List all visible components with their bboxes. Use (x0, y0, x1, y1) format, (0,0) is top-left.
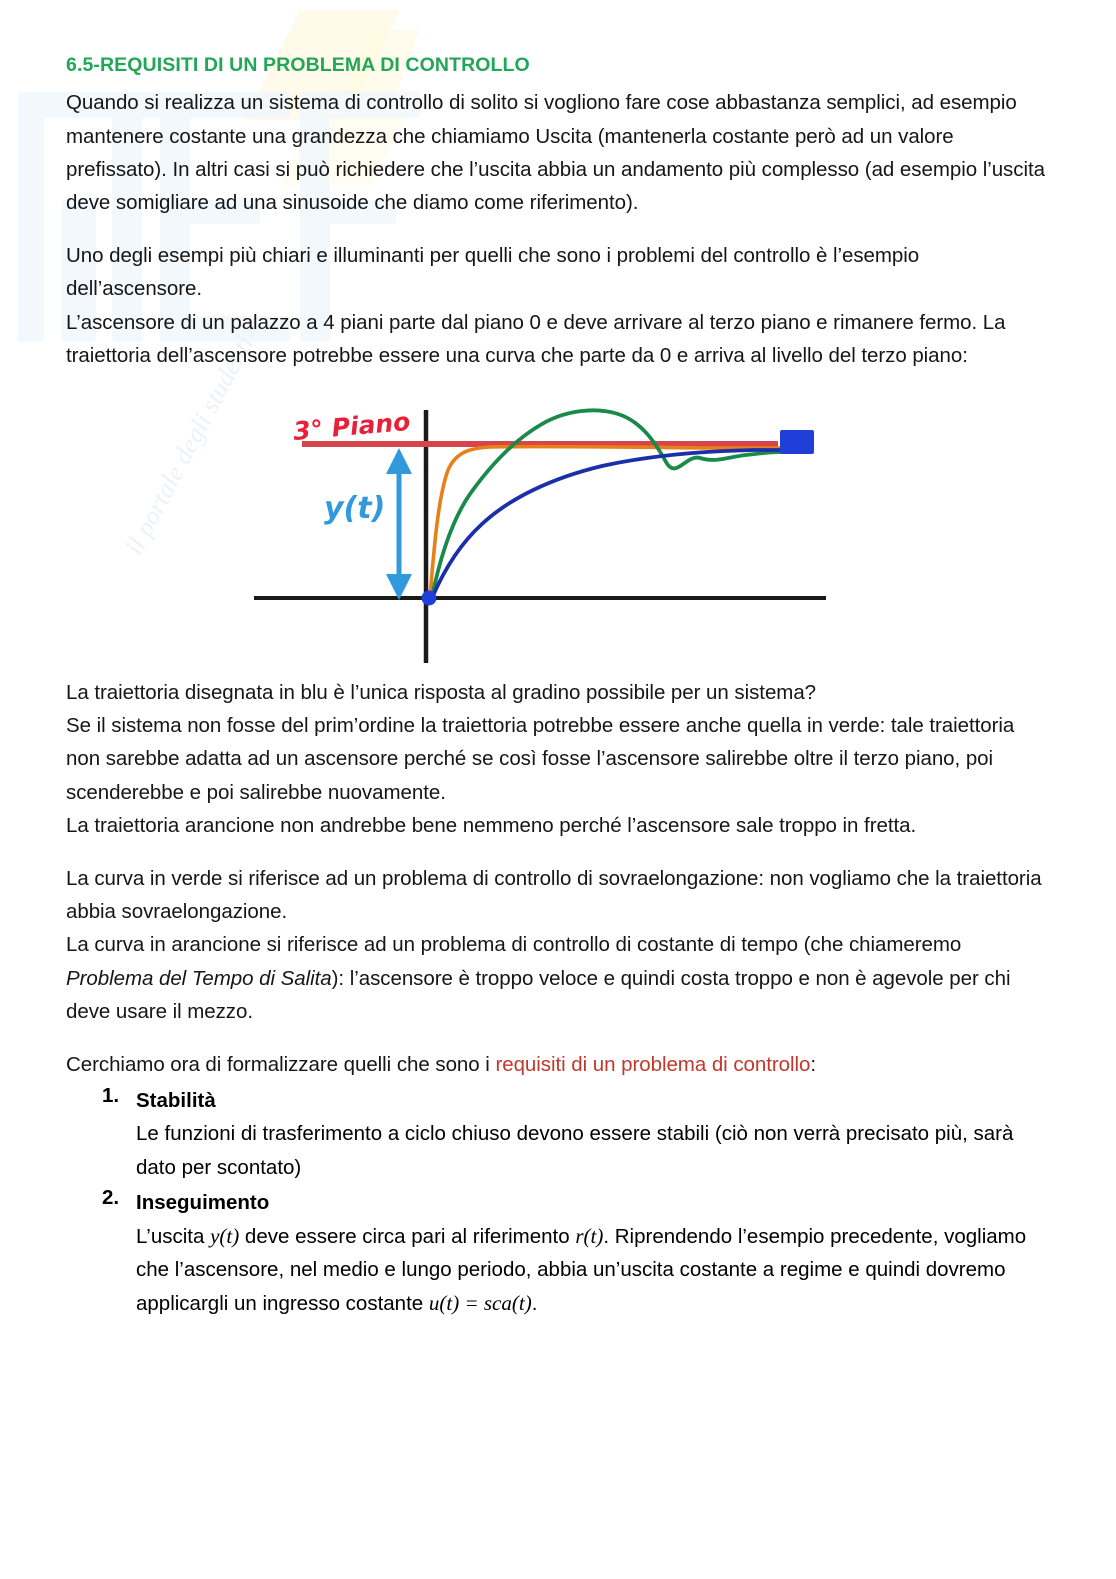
list-item-title: Inseguimento (136, 1190, 270, 1214)
list-item-number: 2. (102, 1185, 120, 1209)
spacer (66, 1028, 1050, 1048)
paragraph-green-trajectory: Se il sistema non fosse del prim’ordine la traiettoria potrebbe essere anche quella in verde: tale traiettoria non sarebbe adatta ad un ascensore perché se così fosse l’ascensore salirebbe oltre il terzo piano, poi scenderebbe e poi salirebbe nuovamente. (66, 714, 1015, 804)
math-output-yt: y(t) (210, 1224, 240, 1249)
text-run: . Riprendendo l’esempio precedente, vogliamo che l’ascensore, nel medio e lungo periodo, abbia un’uscita costante a regime e quindi dovremo applicargli un ingresso costante (136, 1225, 1027, 1316)
paragraph-blue-question: La traiettoria disegnata in blu è l’unica risposta al gradino possibile per un sistema? (66, 681, 817, 705)
requirements-list (66, 1084, 1050, 1320)
text-run: La curva in arancione si riferisce ad un problema di controllo di costante di tempo (che chiameremo (66, 933, 962, 957)
paragraph-intro: Quando si realizza un sistema di controllo di solito si vogliono fare cose abbastanza semplici, ad esempio mantenere costante una grandezza che chiamiamo Uscita (mantenerla costante però ad un valore prefissato). In altri casi si può richiedere che l’uscita abbia un andamento più complesso (ad esempio l’uscita deve somigliare ad una sinusoide che diamo come riferimento). (66, 91, 1045, 214)
list-item (66, 1186, 1050, 1321)
svg-text:il portale degli studenti: il portale degli studenti (119, 330, 260, 560)
math-reference-rt: r(t) (575, 1224, 604, 1249)
origin-dot (422, 591, 437, 606)
paragraph-requirements-lead (66, 1048, 1050, 1081)
page-title: 6.5-REQUISITI DI UN PROBLEMA DI CONTROLLO (66, 54, 530, 76)
text-run: ): l’ascensore è troppo veloce e quindi costa troppo e non è agevole per chi deve usare il mezzo. (66, 966, 1011, 1023)
floor-label (292, 407, 411, 446)
paragraph-orange-trajectory: La traiettoria arancione non andrebbe bene nemmeno perché l’ascensore sale troppo in fretta. (66, 813, 917, 837)
paragraph-elevator-example: Uno degli esempi più chiari e illuminanti per quelli che sono i problemi del controllo è l’esempio dell’ascensore. (66, 244, 920, 301)
math-input-ut: u(t) = sca(t) (428, 1291, 532, 1316)
emphasis-rise-time-problem: Problema del Tempo di Salita (66, 966, 332, 990)
green-curve (432, 410, 782, 597)
svg-text:3° Piano: 3° Piano (291, 406, 412, 446)
paragraph-orange-timeconstant (66, 928, 1050, 1028)
output-label (324, 491, 385, 526)
list-item-body (136, 1219, 1050, 1321)
elevator-cab (780, 430, 814, 454)
text-run: Cerchiamo ora di formalizzare quelli che sono i (66, 1053, 496, 1077)
text-run: L’uscita (136, 1225, 211, 1249)
spacer (66, 842, 1050, 862)
document-body (66, 54, 1050, 1323)
svg-text:y(t): y(t) (324, 491, 386, 527)
list-item-body: Le funzioni di trasferimento a ciclo chiuso devono essere stabili (ciò non verrà precisato più, sarà dato per scontato) (136, 1122, 1014, 1179)
spacer (66, 219, 1050, 239)
list-item-number: 1. (102, 1084, 120, 1108)
list-item-title: Stabilità (136, 1089, 216, 1113)
text-run: deve essere circa pari al riferimento (239, 1225, 576, 1249)
step-response-figure (66, 388, 1050, 670)
list-item (66, 1084, 1050, 1184)
text-run: : (810, 1053, 817, 1077)
paragraph-elevator-setup: L’ascensore di un palazzo a 4 piani parte dal piano 0 e deve arrivare al terzo piano e rimanere fermo. La traiettoria dell’ascensore potrebbe essere una curva che parte da 0 e arriva al livello del terzo piano: (66, 310, 1006, 367)
highlight-control-requirements: requisiti di un problema di controllo (495, 1053, 811, 1077)
text-run: . (531, 1292, 538, 1316)
paragraph-green-overshoot: La curva in verde si riferisce ad un problema di controllo di sovraelongazione: non vogliamo che la traiettoria abbia sovraelongazione. (66, 867, 1042, 924)
output-arrow (386, 448, 412, 600)
